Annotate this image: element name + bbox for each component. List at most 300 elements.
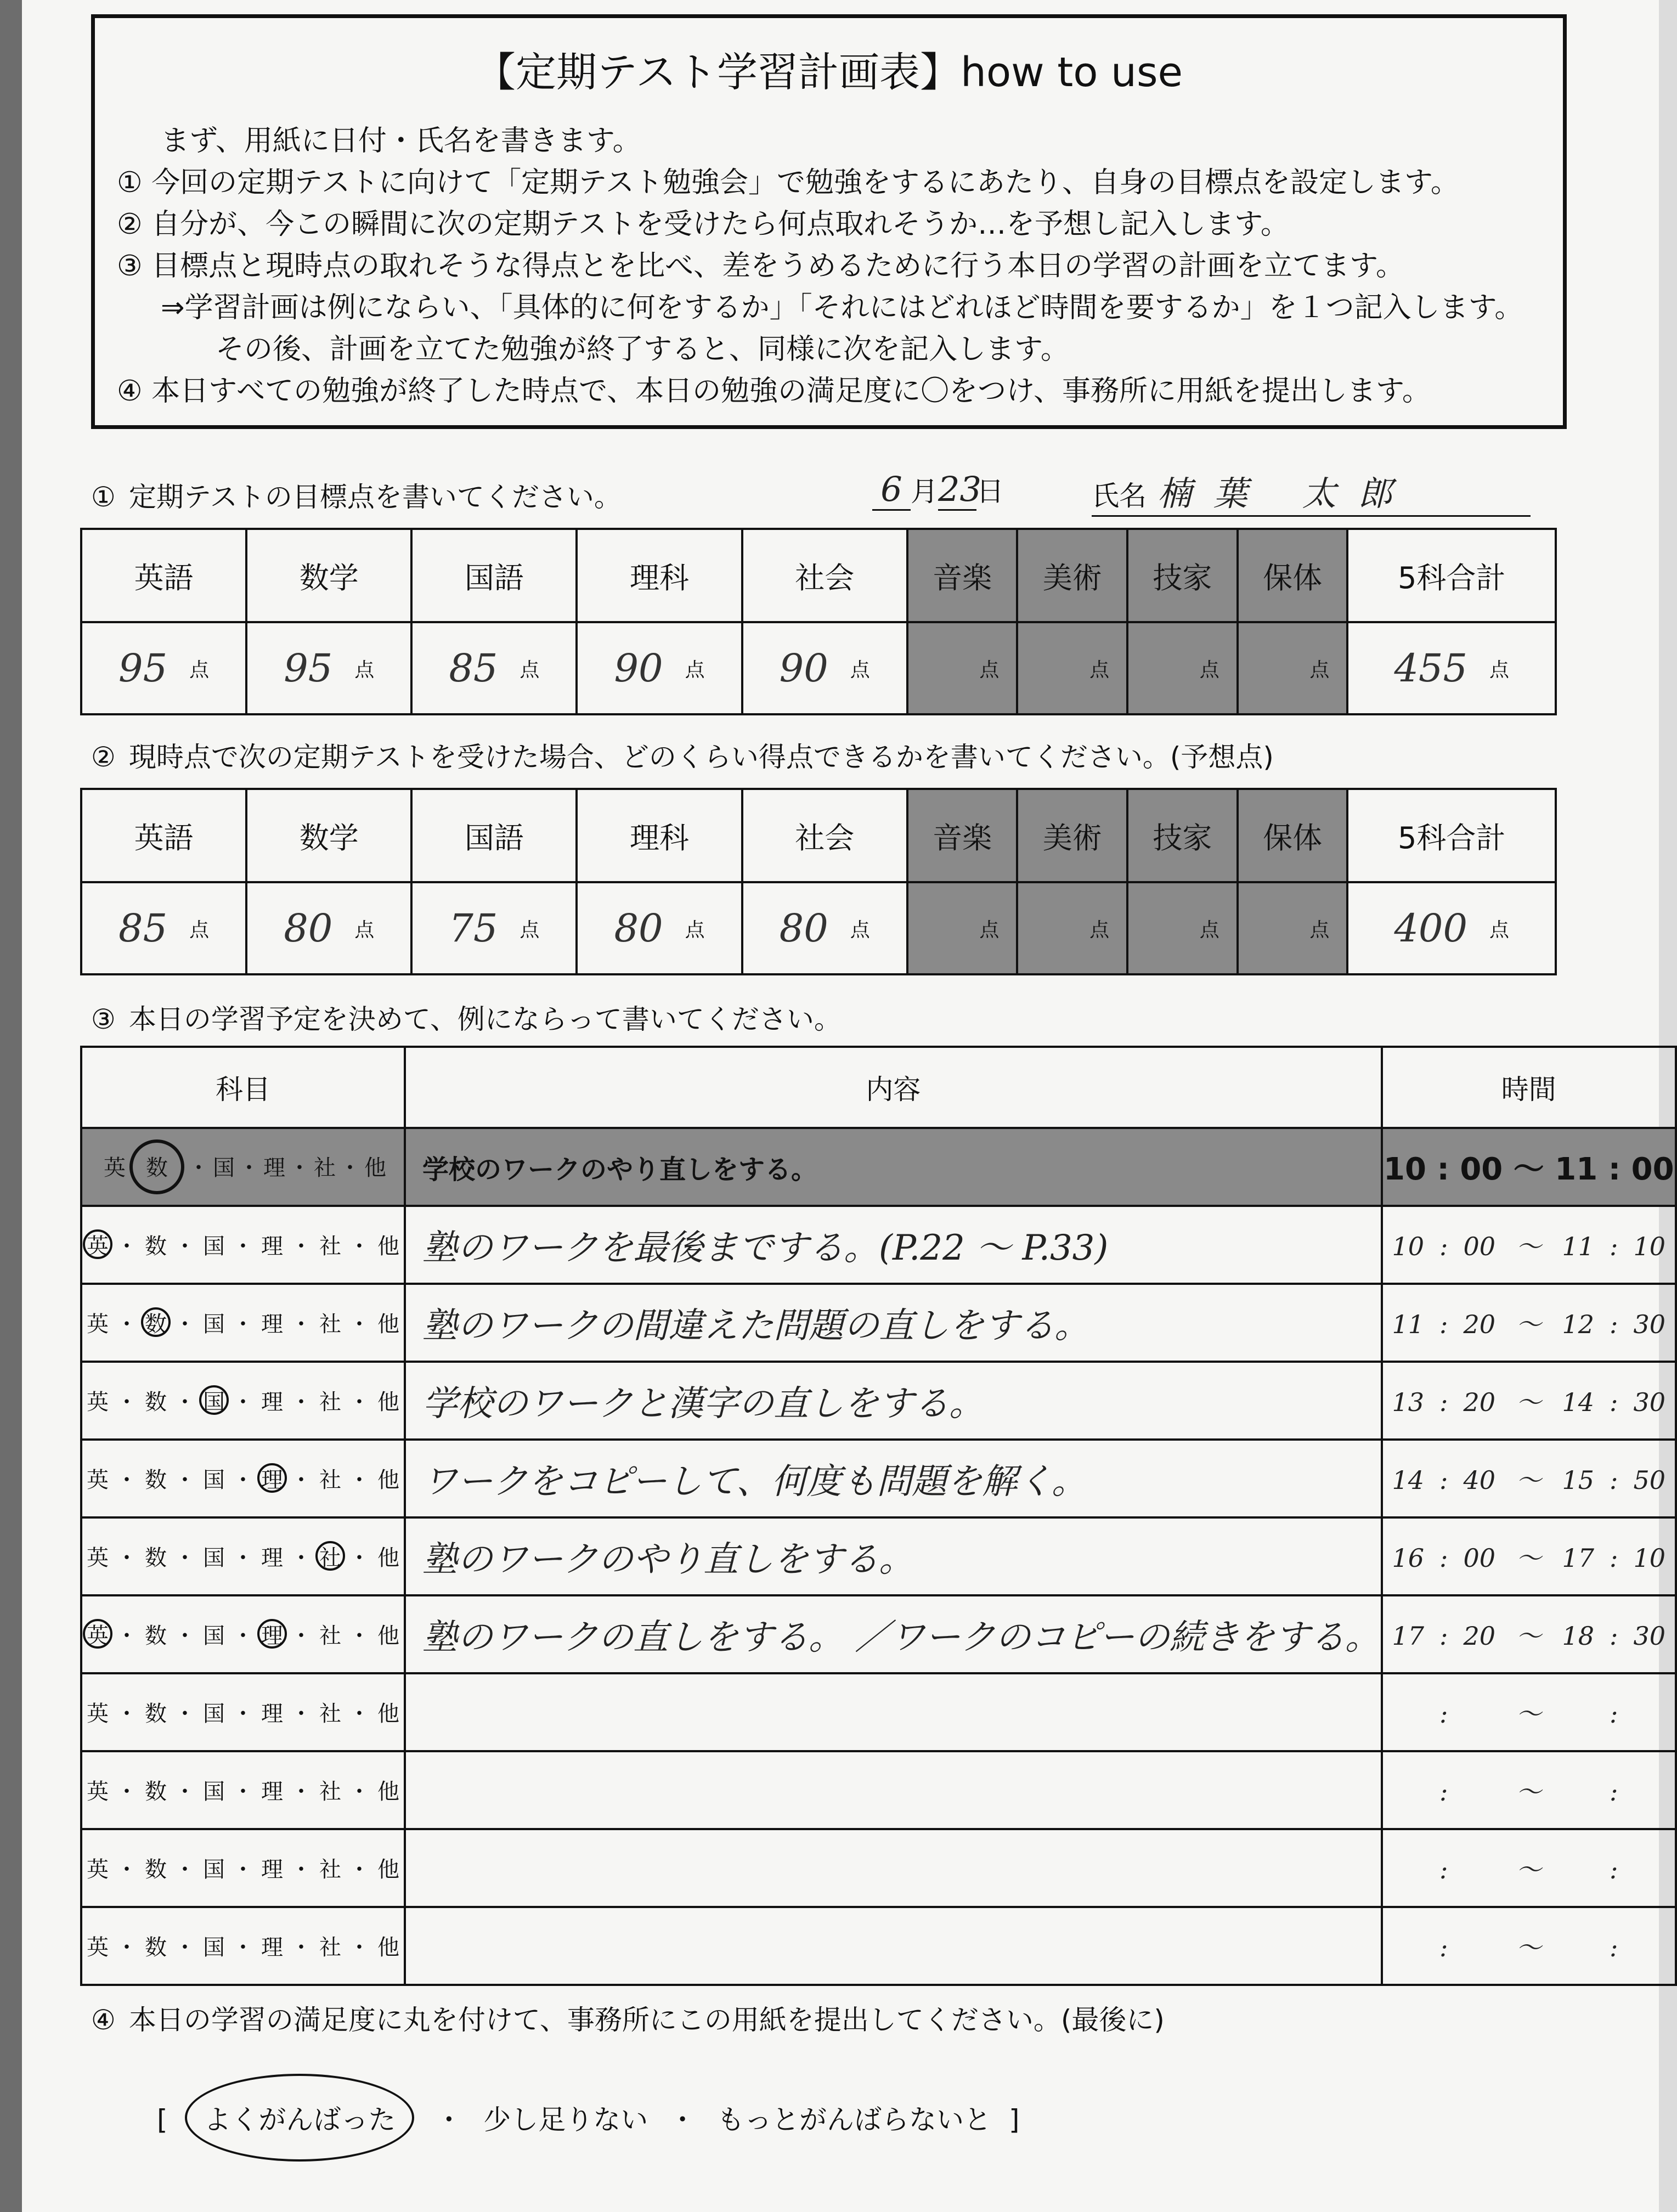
time-colon: : (1610, 1543, 1618, 1573)
subject-math-selected: 数 (129, 1139, 184, 1194)
point-unit: 点 (685, 918, 705, 941)
time-start-hour[interactable]: 11 (1392, 1310, 1425, 1339)
separator-dot: ・ (348, 1467, 370, 1493)
howto-box (91, 14, 1567, 429)
point-unit: 点 (1489, 658, 1510, 681)
subject-other[interactable]: 他 (377, 1545, 399, 1571)
subject-other[interactable]: 他 (377, 1857, 399, 1882)
plan-row-content[interactable]: 塾のワークを最後までする。(P.22 〜 P.33) (405, 1206, 1382, 1284)
target-header-row (81, 529, 1556, 622)
plan-row-content[interactable] (405, 1907, 1382, 1985)
target-social-value[interactable]: 90 (779, 646, 828, 691)
plan-example-row (81, 1128, 1676, 1206)
date-month[interactable]: 6 (872, 469, 911, 511)
subject-math-selected[interactable]: 数 (141, 1307, 171, 1337)
separator-dot: ・ (290, 1934, 312, 1960)
bracket-close: ] (1008, 2104, 1020, 2136)
separator-dot: ・ (232, 1779, 254, 1804)
target-score-row (81, 622, 1556, 714)
point-unit: 点 (979, 658, 1000, 681)
satisfaction-option-try-harder[interactable]: もっとがんばらないと (717, 2104, 992, 2136)
plan-row-subjects[interactable] (81, 1206, 405, 1284)
separator-dot: ・ (348, 1779, 370, 1804)
subject-japanese[interactable]: 国 (203, 1545, 225, 1571)
subject-other[interactable]: 他 (377, 1389, 399, 1415)
separator-dot: ・ (238, 1155, 260, 1181)
predicted-english-value[interactable]: 85 (118, 906, 168, 951)
section1-text: 定期テストの目標点を書いてください。 (128, 481, 622, 513)
name-field[interactable] (1092, 466, 1531, 517)
time-colon: : (1610, 1310, 1618, 1339)
point-unit: 点 (1199, 918, 1219, 941)
target-total-cell[interactable] (1347, 622, 1556, 714)
subject-english-selected[interactable]: 英 (83, 1619, 112, 1649)
separator-dot: ・ (174, 1389, 196, 1415)
target-score-table (80, 528, 1557, 715)
point-unit: 点 (520, 918, 540, 941)
time-start-hour[interactable]: 10 (1392, 1232, 1425, 1261)
predicted-header-science: 理科 (577, 789, 742, 882)
time-end-minute[interactable]: 10 (1633, 1543, 1666, 1573)
time-colon: : (1439, 1232, 1448, 1261)
predicted-japanese-cell[interactable] (411, 882, 577, 974)
time-end-minute[interactable]: 50 (1633, 1465, 1666, 1495)
subject-other[interactable]: 他 (377, 1467, 399, 1493)
subject-japanese-selected[interactable]: 国 (199, 1385, 229, 1415)
plan-row-subjects[interactable] (81, 1440, 405, 1517)
subject-science-selected[interactable]: 理 (257, 1619, 287, 1649)
section4-number: ④ (91, 2004, 116, 2036)
subject-other[interactable]: 他 (377, 1701, 399, 1726)
subject-social[interactable]: 社 (319, 1779, 341, 1804)
plan-row-time[interactable] (1382, 1284, 1676, 1362)
time-end-minute[interactable]: 30 (1633, 1387, 1666, 1417)
separator-dot: ・ (232, 1545, 254, 1571)
date-day[interactable]: 23 (938, 469, 976, 511)
subject-science[interactable]: 理 (261, 1934, 283, 1960)
plan-row (81, 1829, 1676, 1907)
time-start-minute: 00 (1460, 1152, 1503, 1187)
plan-row (81, 1673, 1676, 1751)
predicted-score-row (81, 882, 1556, 974)
plan-row-content[interactable]: ワークをコピーして、何度も問題を解く。 (405, 1440, 1382, 1517)
time-colon: : (1439, 1699, 1448, 1729)
separator-dot: ・ (116, 1701, 138, 1726)
howto-line-3: ③ 目標点と現時点の取れそうな得点とを比べ、差をうめるために行う本日の学習の計画を立てます。 (117, 250, 1404, 283)
subject-science[interactable]: 理 (261, 1545, 283, 1571)
subject-english[interactable]: 英 (87, 1701, 109, 1726)
subject-english[interactable]: 英 (87, 1545, 109, 1571)
subject-science[interactable]: 理 (261, 1233, 283, 1259)
separator-dot: ・ (188, 1155, 210, 1181)
predicted-total-value[interactable]: 400 (1394, 906, 1467, 951)
time-colon: : (1439, 1621, 1448, 1651)
subject-science[interactable]: 理 (261, 1701, 283, 1726)
subject-science[interactable]: 理 (261, 1779, 283, 1804)
target-social-cell[interactable] (742, 622, 907, 714)
time-colon: : (1610, 1387, 1618, 1417)
plan-row (81, 1362, 1676, 1440)
background-edge (0, 0, 22, 2212)
subject-other[interactable]: 他 (377, 1623, 399, 1649)
subject-japanese[interactable]: 国 (203, 1934, 225, 1960)
separator-dot: ・ (174, 1233, 196, 1259)
target-tech-home-cell (1127, 622, 1238, 714)
point-unit: 点 (685, 658, 705, 681)
plan-row-content[interactable]: 学校のワークと漢字の直しをする。 (405, 1362, 1382, 1440)
subject-english[interactable]: 英 (87, 1779, 109, 1804)
separator-dot: ・ (348, 1389, 370, 1415)
separator-dot: ・ (290, 1701, 312, 1726)
plan-row-time[interactable] (1382, 1440, 1676, 1517)
plan-row-time[interactable] (1382, 1595, 1676, 1673)
separator-dot: ・ (348, 1623, 370, 1649)
separator-dot: ・ (435, 2104, 463, 2136)
target-science-value[interactable]: 90 (614, 646, 663, 691)
predicted-english-cell[interactable] (81, 882, 246, 974)
predicted-tech-home-cell (1127, 882, 1238, 974)
separator-dot: ・ (174, 1934, 196, 1960)
separator-dot: ・ (290, 1779, 312, 1804)
subject-math[interactable]: 数 (145, 1623, 167, 1649)
separator-dot: ・ (348, 1545, 370, 1571)
target-japanese-value[interactable]: 85 (449, 646, 498, 691)
time-start-hour[interactable]: 17 (1392, 1621, 1425, 1651)
subject-science[interactable]: 理 (261, 1857, 283, 1882)
predicted-header-art: 美術 (1017, 789, 1127, 882)
time-end-hour[interactable]: 17 (1562, 1543, 1595, 1573)
time-start-minute[interactable]: 20 (1463, 1387, 1496, 1417)
subject-math[interactable]: 数 (145, 1389, 167, 1415)
time-tilde: 〜 (1516, 1465, 1542, 1495)
subject-english[interactable]: 英 (87, 1934, 109, 1960)
plan-example-subjects (81, 1128, 405, 1206)
predicted-art-cell (1017, 882, 1127, 974)
time-tilde: 〜 (1516, 1621, 1542, 1651)
plan-example-content: 学校のワークのやり直しをする。 (405, 1128, 1382, 1206)
separator-dot: ・ (290, 1389, 312, 1415)
time-colon: : (1439, 1777, 1448, 1807)
satisfaction-option-not-enough[interactable]: 少し足りない (483, 2104, 648, 2136)
separator-dot: ・ (290, 1545, 312, 1571)
section3-title (91, 997, 842, 1037)
howto-line-5: その後、計画を立てた勉強が終了すると、同様に次を記入します。 (216, 333, 1069, 366)
subject-math[interactable]: 数 (145, 1934, 167, 1960)
target-english-cell[interactable] (81, 622, 246, 714)
plan-row-time[interactable] (1382, 1206, 1676, 1284)
predicted-science-value[interactable]: 80 (614, 906, 663, 951)
predicted-math-value[interactable]: 80 (284, 906, 333, 951)
separator-dot: ・ (232, 1467, 254, 1493)
target-header-tech-home: 技家 (1127, 529, 1238, 622)
subject-science[interactable]: 理 (261, 1311, 283, 1337)
plan-header-subject: 科目 (81, 1047, 405, 1128)
predicted-header-english: 英語 (81, 789, 246, 882)
section3-text: 本日の学習予定を決めて、例にならって書いてください。 (128, 1003, 842, 1035)
plan-row-content[interactable]: 塾のワークの直しをする。 ／ワークのコピーの続きをする。 (405, 1595, 1382, 1673)
predicted-science-cell[interactable] (577, 882, 742, 974)
separator-dot: ・ (348, 1701, 370, 1726)
predicted-japanese-value[interactable]: 75 (449, 906, 498, 951)
subject-english[interactable]: 英 (87, 1467, 109, 1493)
subject-social[interactable]: 社 (319, 1701, 341, 1726)
subject-math[interactable]: 数 (145, 1545, 167, 1571)
point-unit: 点 (189, 658, 210, 681)
subject-english-selected[interactable]: 英 (83, 1229, 112, 1259)
predicted-header-social: 社会 (742, 789, 907, 882)
plan-row-subjects[interactable] (81, 1517, 405, 1595)
point-unit: 点 (1199, 658, 1219, 681)
point-unit: 点 (354, 658, 375, 681)
separator-dot: ・ (232, 1934, 254, 1960)
plan-row-content[interactable]: 塾のワークの間違えた問題の直しをする。 (405, 1284, 1382, 1362)
target-header-english: 英語 (81, 529, 246, 622)
plan-row-time[interactable] (1382, 1362, 1676, 1440)
subject-social[interactable]: 社 (319, 1389, 341, 1415)
subject-math[interactable]: 数 (145, 1233, 167, 1259)
section4-title (91, 1998, 1165, 2038)
plan-row-subjects[interactable] (81, 1362, 405, 1440)
target-header-japanese: 国語 (411, 529, 577, 622)
subject-social-selected[interactable]: 社 (315, 1541, 345, 1571)
subject-social[interactable]: 社 (319, 1311, 341, 1337)
plan-row-time[interactable] (1382, 1673, 1676, 1751)
subject-japanese[interactable]: 国 (203, 1233, 225, 1259)
time-tilde: 〜 (1516, 1543, 1542, 1573)
plan-example-time (1382, 1128, 1676, 1206)
target-english-value[interactable]: 95 (118, 646, 168, 691)
time-start-minute[interactable]: 00 (1463, 1543, 1496, 1573)
separator-dot: ・ (116, 1311, 138, 1337)
howto-line-1: ① 今回の定期テストに向けて「定期テスト勉強会」で勉強をするにあたり、自身の目標点を設定します。 (117, 166, 1459, 199)
time-end-minute[interactable]: 30 (1633, 1621, 1666, 1651)
time-tilde: 〜 (1513, 1152, 1544, 1187)
time-colon: : (1610, 1465, 1618, 1495)
plan-row (81, 1284, 1676, 1362)
plan-row (81, 1440, 1676, 1517)
subject-other[interactable]: 他 (377, 1311, 399, 1337)
time-start-hour[interactable]: 16 (1392, 1543, 1425, 1573)
plan-row-content[interactable] (405, 1673, 1382, 1751)
plan-row (81, 1595, 1676, 1673)
plan-row-subjects[interactable] (81, 1907, 405, 1985)
howto-line-4: ⇒学習計画は例にならい、「具体的に何をするか」「それにはどれほど時間を要するか」を１つ記入します。 (161, 291, 1523, 324)
subject-japanese[interactable]: 国 (203, 1311, 225, 1337)
separator-dot: ・ (348, 1934, 370, 1960)
target-japanese-cell[interactable] (411, 622, 577, 714)
subject-math[interactable]: 数 (145, 1467, 167, 1493)
subject-science: 理 (263, 1155, 285, 1181)
plan-row-subjects[interactable] (81, 1284, 405, 1362)
separator-dot: ・ (232, 1701, 254, 1726)
target-math-value[interactable]: 95 (284, 646, 333, 691)
time-start-minute[interactable]: 00 (1463, 1232, 1496, 1261)
time-colon: : (1439, 1855, 1448, 1884)
time-colon: : (1439, 1465, 1448, 1495)
separator-dot: ・ (290, 1233, 312, 1259)
subject-english[interactable]: 英 (87, 1311, 109, 1337)
point-unit: 点 (354, 918, 375, 941)
predicted-pe-cell (1238, 882, 1348, 974)
date-month-label: 月 (911, 476, 938, 507)
time-tilde: 〜 (1516, 1387, 1542, 1417)
time-end-hour[interactable]: 15 (1562, 1465, 1595, 1495)
plan-row-subjects[interactable] (81, 1673, 405, 1751)
time-start-minute[interactable]: 20 (1463, 1621, 1496, 1651)
separator-dot: ・ (289, 1155, 310, 1181)
predicted-header-japanese: 国語 (411, 789, 577, 882)
howto-line-6: ④ 本日すべての勉強が終了した時点で、本日の勉強の満足度に〇をつけ、事務所に用紙を提出します。 (117, 375, 1431, 408)
time-start-hour[interactable]: 14 (1392, 1465, 1425, 1495)
time-colon: : (1439, 1933, 1448, 1962)
separator-dot: ・ (116, 1233, 138, 1259)
bracket-open: [ (157, 2104, 168, 2136)
separator-dot: ・ (232, 1623, 254, 1649)
point-unit: 点 (1489, 918, 1510, 941)
section3-number: ③ (91, 1003, 116, 1035)
date-field[interactable] (872, 469, 1004, 511)
predicted-math-cell[interactable] (246, 882, 411, 974)
subject-social: 社 (314, 1155, 336, 1181)
howto-line-0: まず、用紙に日付・氏名を書きます。 (161, 125, 641, 157)
separator-dot: ・ (116, 1389, 138, 1415)
predicted-header-total: 5科合計 (1347, 789, 1556, 882)
plan-row-subjects[interactable] (81, 1595, 405, 1673)
section1-title (91, 475, 622, 515)
subject-social[interactable]: 社 (319, 1233, 341, 1259)
subject-japanese[interactable]: 国 (203, 1701, 225, 1726)
subject-japanese[interactable]: 国 (203, 1779, 225, 1804)
plan-header-row (81, 1047, 1676, 1128)
subject-social[interactable]: 社 (319, 1623, 341, 1649)
plan-row-time[interactable] (1382, 1907, 1676, 1985)
satisfaction-choices (157, 2074, 1019, 2162)
subject-math[interactable]: 数 (145, 1701, 167, 1726)
study-plan-table (80, 1046, 1677, 1986)
time-start-hour: 10 (1384, 1152, 1426, 1187)
subject-science-selected[interactable]: 理 (257, 1463, 287, 1493)
point-unit: 点 (1309, 658, 1330, 681)
separator-dot: ・ (174, 1545, 196, 1571)
separator-dot: ・ (232, 1857, 254, 1882)
time-end-hour[interactable]: 18 (1562, 1621, 1595, 1651)
predicted-score-table (80, 788, 1557, 975)
subject-other[interactable]: 他 (377, 1233, 399, 1259)
separator-dot: ・ (290, 1311, 312, 1337)
time-colon: : (1608, 1152, 1621, 1187)
time-tilde: 〜 (1516, 1855, 1542, 1884)
name-value[interactable]: 楠葉 太郎 (1157, 473, 1414, 514)
separator-dot: ・ (290, 1467, 312, 1493)
target-header-total: 5科合計 (1347, 529, 1556, 622)
plan-row (81, 1751, 1676, 1829)
time-end-hour[interactable]: 11 (1562, 1232, 1595, 1261)
time-tilde: 〜 (1516, 1310, 1542, 1339)
plan-header-time: 時間 (1382, 1047, 1676, 1128)
time-colon: : (1610, 1777, 1618, 1807)
time-start-minute[interactable]: 20 (1463, 1310, 1496, 1339)
time-end-minute[interactable]: 30 (1633, 1310, 1666, 1339)
target-music-cell (907, 622, 1018, 714)
predicted-music-cell (907, 882, 1018, 974)
subject-math[interactable]: 数 (145, 1857, 167, 1882)
subject-social[interactable]: 社 (319, 1857, 341, 1882)
target-total-value[interactable]: 455 (1394, 646, 1467, 691)
plan-row-content[interactable] (405, 1829, 1382, 1907)
predicted-social-value[interactable]: 80 (779, 906, 828, 951)
subject-science[interactable]: 理 (261, 1389, 283, 1415)
time-end-hour: 11 (1555, 1152, 1598, 1187)
target-header-math: 数学 (246, 529, 411, 622)
plan-row-time[interactable] (1382, 1829, 1676, 1907)
separator-dot: ・ (116, 1545, 138, 1571)
separator-dot: ・ (116, 1467, 138, 1493)
predicted-social-cell[interactable] (742, 882, 907, 974)
satisfaction-option-good-selected[interactable]: よくがんばった (185, 2074, 414, 2162)
time-colon: : (1439, 1387, 1448, 1417)
plan-row (81, 1907, 1676, 1985)
plan-row-content[interactable] (405, 1751, 1382, 1829)
time-end-hour[interactable]: 12 (1562, 1310, 1595, 1339)
time-end-minute[interactable]: 10 (1633, 1232, 1666, 1261)
target-math-cell[interactable] (246, 622, 411, 714)
separator-dot: ・ (348, 1311, 370, 1337)
separator-dot: ・ (232, 1389, 254, 1415)
time-end-minute: 00 (1631, 1152, 1674, 1187)
section2-number: ② (91, 741, 116, 773)
subject-social[interactable]: 社 (319, 1934, 341, 1960)
subject-japanese[interactable]: 国 (203, 1623, 225, 1649)
howto-title: 【定期テスト学習計画表】how to use (475, 49, 1183, 96)
plan-header-content: 内容 (405, 1047, 1382, 1128)
time-start-hour[interactable]: 13 (1392, 1387, 1425, 1417)
subject-math[interactable]: 数 (145, 1779, 167, 1804)
subject-english[interactable]: 英 (87, 1389, 109, 1415)
time-end-hour[interactable]: 14 (1562, 1387, 1595, 1417)
predicted-header-music: 音楽 (907, 789, 1018, 882)
subject-other[interactable]: 他 (377, 1779, 399, 1804)
separator-dot: ・ (174, 1857, 196, 1882)
plan-row-time[interactable] (1382, 1751, 1676, 1829)
separator-dot: ・ (232, 1311, 254, 1337)
separator-dot: ・ (174, 1467, 196, 1493)
separator-dot: ・ (116, 1779, 138, 1804)
separator-dot: ・ (348, 1857, 370, 1882)
howto-line-2: ② 自分が、今この瞬間に次の定期テストを受けたら何点取れそうか…を予想し記入します。 (117, 208, 1289, 241)
time-colon: : (1439, 1543, 1448, 1573)
plan-row-time[interactable] (1382, 1517, 1676, 1595)
subject-other[interactable]: 他 (377, 1934, 399, 1960)
time-colon: : (1610, 1232, 1618, 1261)
plan-row-subjects[interactable] (81, 1751, 405, 1829)
plan-row-subjects[interactable] (81, 1829, 405, 1907)
subject-english[interactable]: 英 (87, 1857, 109, 1882)
subject-social[interactable]: 社 (319, 1467, 341, 1493)
time-tilde: 〜 (1516, 1777, 1542, 1807)
point-unit: 点 (189, 918, 210, 941)
time-tilde: 〜 (1516, 1933, 1542, 1962)
plan-row (81, 1517, 1676, 1595)
time-tilde: 〜 (1516, 1699, 1542, 1729)
subject-japanese[interactable]: 国 (203, 1857, 225, 1882)
time-start-minute[interactable]: 40 (1463, 1465, 1496, 1495)
target-science-cell[interactable] (577, 622, 742, 714)
separator-dot: ・ (174, 1779, 196, 1804)
subject-japanese[interactable]: 国 (203, 1467, 225, 1493)
section4-text: 本日の学習の満足度に丸を付けて、事務所にこの用紙を提出してください。(最後に) (128, 2004, 1165, 2036)
predicted-total-cell[interactable] (1347, 882, 1556, 974)
plan-row-content[interactable]: 塾のワークのやり直しをする。 (405, 1517, 1382, 1595)
